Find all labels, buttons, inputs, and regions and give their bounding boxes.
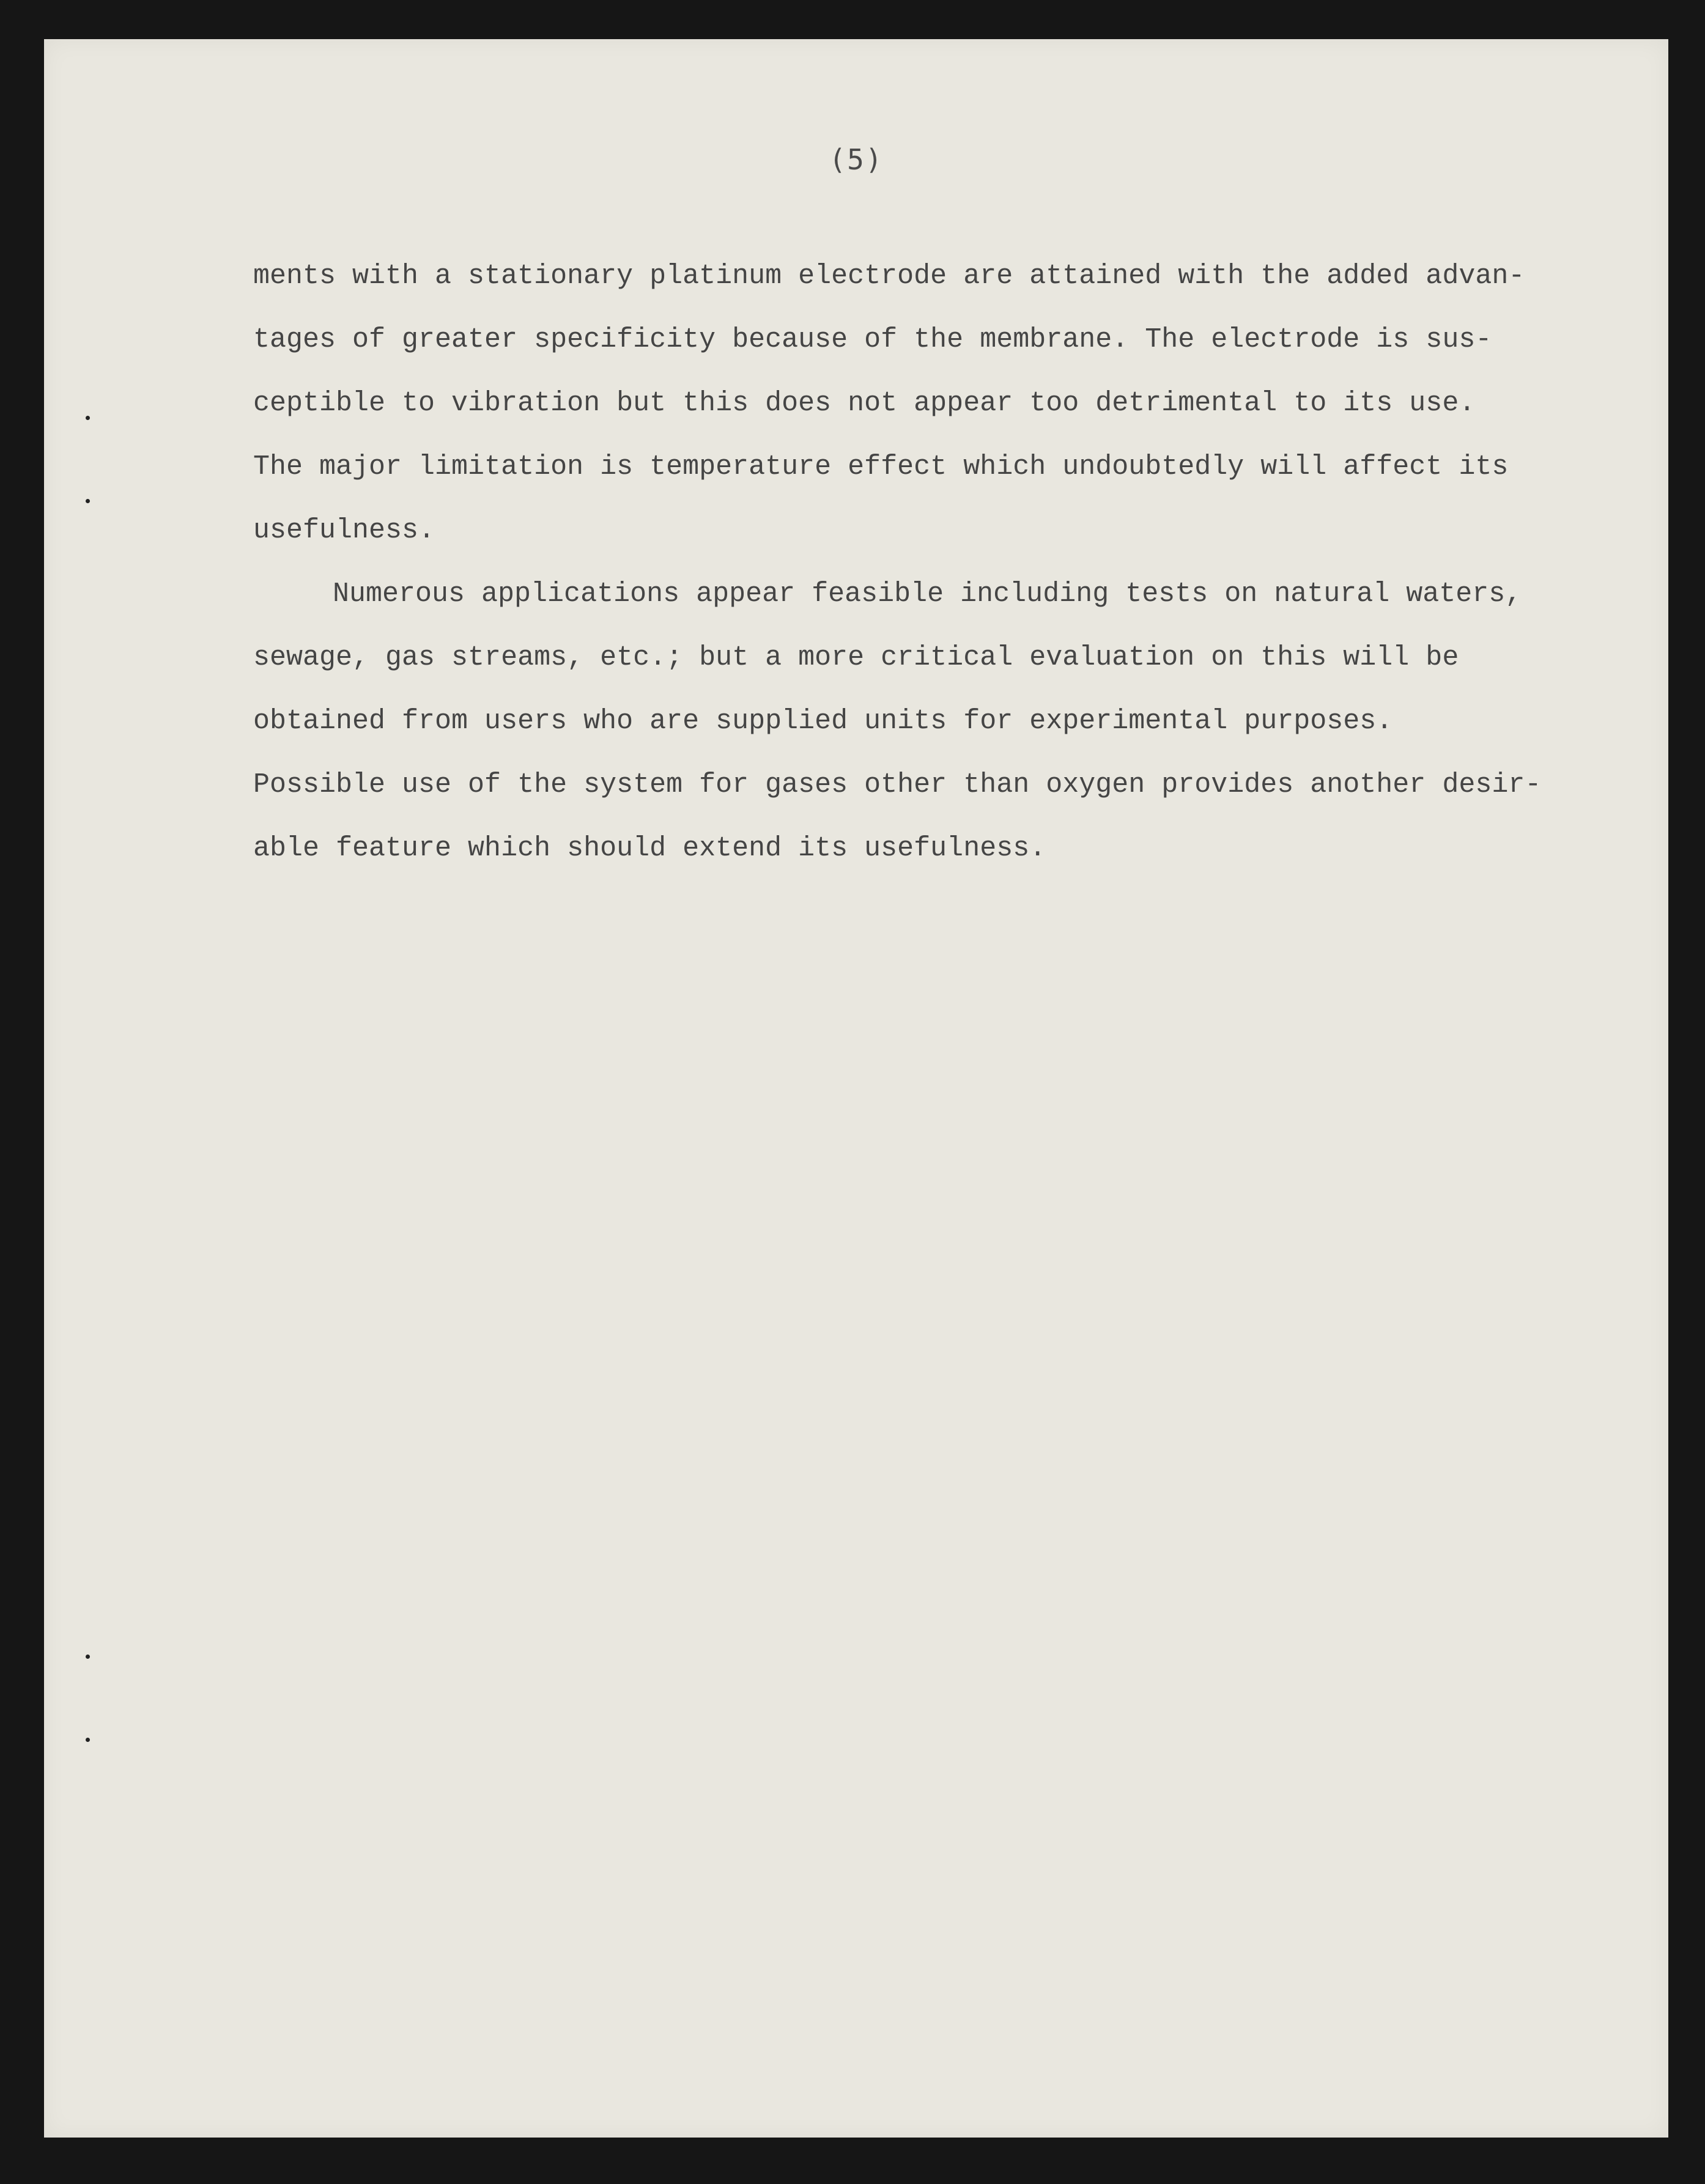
- text-line: able feature which should extend its usefulness.: [253, 833, 1046, 864]
- text-line: tages of greater specificity because of the membrane. The electrode is sus-: [253, 324, 1492, 355]
- text-line: Numerous applications appear feasible including tests on natural waters,: [333, 578, 1522, 610]
- text-line: sewage, gas streams, etc.; but a more critical evaluation on this will be: [253, 642, 1459, 673]
- text-line: ments with a stationary platinum electrode are attained with the added advan-: [253, 260, 1525, 292]
- binder-hole-mark: [86, 416, 90, 420]
- binder-hole-mark: [86, 1738, 90, 1742]
- document-page: [44, 39, 1668, 2138]
- body-text: [253, 245, 1568, 880]
- binder-hole-mark: [86, 1655, 90, 1659]
- text-line: obtained from users who are supplied units for experimental purposes.: [253, 706, 1393, 737]
- page-number: (5): [829, 143, 884, 176]
- text-line: The major limitation is temperature effect which undoubtedly will affect its: [253, 451, 1509, 482]
- text-line: usefulness.: [253, 515, 435, 546]
- text-line: Possible use of the system for gases other than oxygen provides another desir-: [253, 769, 1542, 800]
- binder-hole-mark: [86, 499, 90, 503]
- text-line: ceptible to vibration but this does not appear too detrimental to its use.: [253, 388, 1476, 419]
